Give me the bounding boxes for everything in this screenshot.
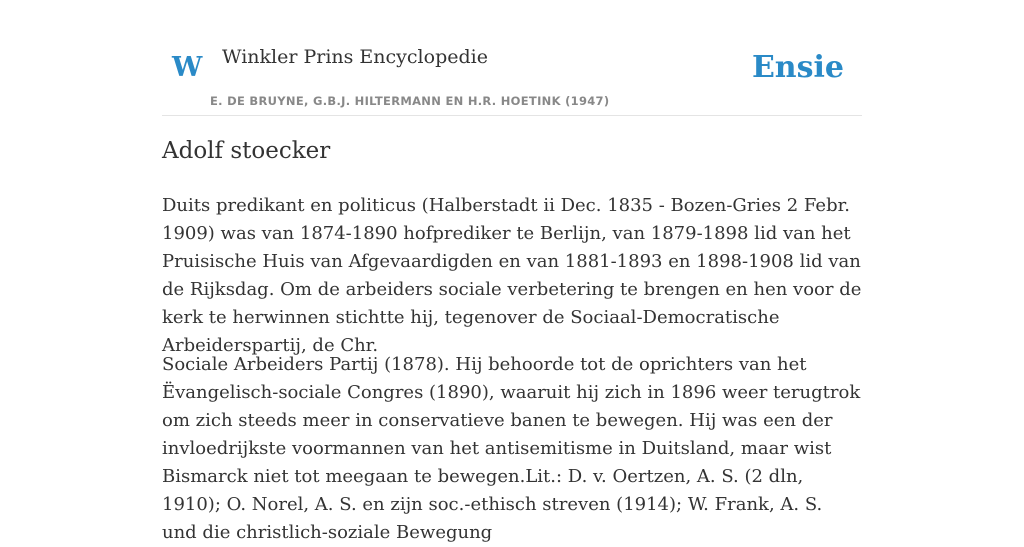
source-header xyxy=(162,30,862,116)
article-paragraph: Sociale Arbeiders Partij (1878). Hij behoorde tot de oprichters van het Ëvangelisch-sociale Congres (1890), waaruit hij zich in 1896 weer terugtrok om zich steeds meer in conservatieve banen te bewegen. Hij was een der invloedrijkste voormannen van het antisemitisme in Duitsland, maar wist Bismarck niet tot meegaan te bewegen.Lit.: D. v. Oertzen, A. S. (2 dln, 1910); O. Norel, A. S. en zijn soc.-ethisch streven (1914); W. Frank, A. S. und die christlich-soziale Bewegung xyxy=(162,354,861,543)
ensie-logo[interactable]: Ensie xyxy=(751,50,844,85)
article-title: Adolf stoecker xyxy=(162,138,331,164)
source-title[interactable]: Winkler Prins Encyclopedie xyxy=(222,46,488,68)
article-paragraph: Duits predikant en politicus (Halberstadt ii Dec. 1835 - Bozen-Gries 2 Febr. 1909) was van 1874-1890 hofprediker te Berlijn, van 1879-1898 lid van het Pruisische Huis van Afgevaardigden en van 1881-1893 en 1898-1908 lid van de Rijksdag. Om de arbeiders sociale verbetering te brengen en hen voor de kerk te herwinnen stichtte hij, tegenover de Sociaal-Democratische Arbeiderspartij, de Chr. xyxy=(162,195,862,356)
source-authors: E. DE BRUYNE, G.B.J. HILTERMANN EN H.R. HOETINK (1947) xyxy=(210,94,610,108)
source-logo[interactable]: W xyxy=(172,52,203,83)
